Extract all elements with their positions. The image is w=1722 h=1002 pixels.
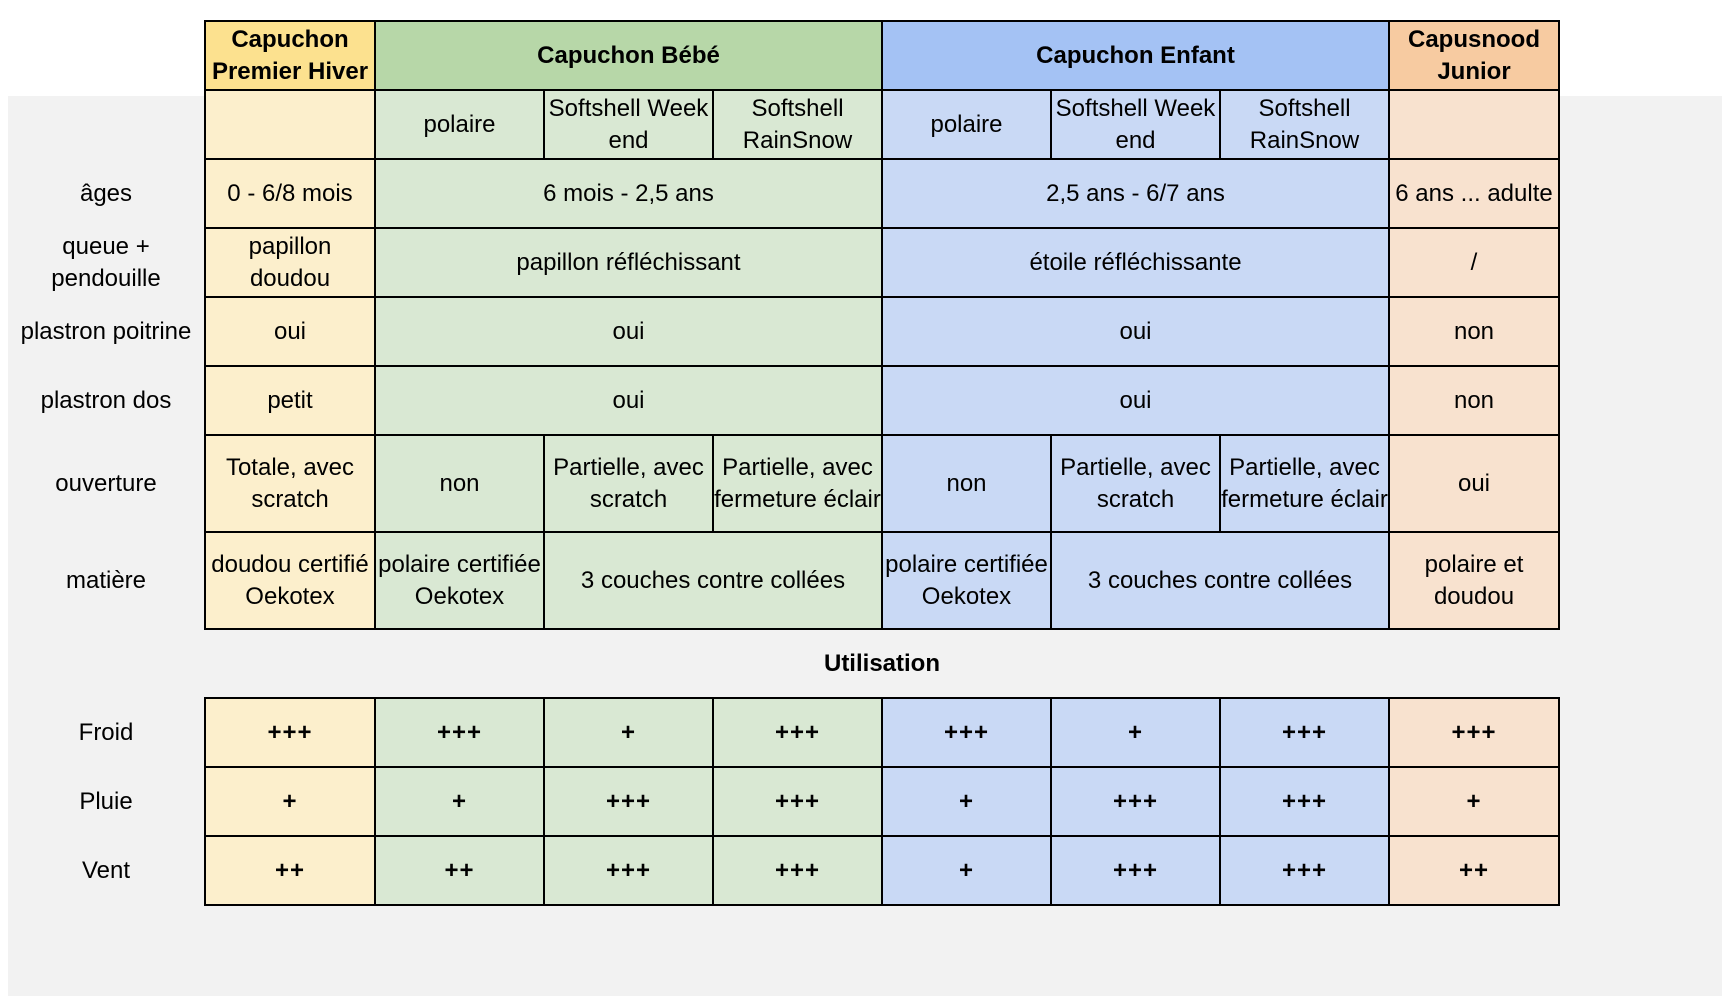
pluie-enfant-weekend: +++ [1051, 767, 1220, 836]
ages-enfant: 2,5 ans - 6/7 ans [882, 159, 1389, 228]
pluie-bebe-rainsnow: +++ [713, 767, 882, 836]
subheader-enfant-polaire: polaire [882, 90, 1051, 159]
vent-bebe-rainsnow: +++ [713, 836, 882, 905]
pluie-premier-hiver: + [205, 767, 375, 836]
ouverture-bebe-weekend: Partielle, avec scratch [544, 435, 713, 532]
header-junior: Capusnood Junior [1389, 21, 1559, 90]
header-premier-hiver: Capuchon Premier Hiver [205, 21, 375, 90]
plastron-poitrine-premier-hiver: oui [205, 297, 375, 366]
matiere-bebe-polaire: polaire certifiée Oekotex [375, 532, 544, 629]
row-label-plastron-dos: plastron dos [40, 386, 172, 414]
vent-junior: ++ [1389, 836, 1559, 905]
header-empty-corner [8, 21, 205, 90]
froid-enfant-weekend: + [1051, 698, 1220, 767]
ages-junior: 6 ans ... adulte [1389, 159, 1559, 228]
matiere-premier-hiver: doudou certifié Oekotex [205, 532, 375, 629]
pluie-junior: + [1389, 767, 1559, 836]
row-label-queue: queue + pendouille [51, 232, 161, 292]
vent-enfant-polaire: + [882, 836, 1051, 905]
froid-enfant-rainsnow: +++ [1220, 698, 1389, 767]
vent-enfant-rainsnow: +++ [1220, 836, 1389, 905]
plastron-poitrine-junior: non [1389, 297, 1559, 366]
matiere-enfant-polaire: polaire certifiée Oekotex [882, 532, 1051, 629]
plastron-dos-junior: non [1389, 366, 1559, 435]
subheader-bebe-polaire: polaire [375, 90, 544, 159]
utilisation-title: Utilisation [823, 649, 940, 677]
plastron-poitrine-enfant: oui [882, 297, 1389, 366]
row-label-pluie: Pluie [79, 787, 133, 815]
froid-bebe-rainsnow: +++ [713, 698, 882, 767]
queue-bebe: papillon réfléchissant [375, 228, 882, 297]
froid-bebe-polaire: +++ [375, 698, 544, 767]
froid-enfant-polaire: +++ [882, 698, 1051, 767]
header-bebe: Capuchon Bébé [375, 21, 882, 90]
vent-bebe-weekend: +++ [544, 836, 713, 905]
plastron-dos-bebe: oui [375, 366, 882, 435]
plastron-dos-enfant: oui [882, 366, 1389, 435]
comparison-table [8, 20, 1560, 906]
pluie-enfant-polaire: + [882, 767, 1051, 836]
ouverture-premier-hiver: Totale, avec scratch [205, 435, 375, 532]
ages-premier-hiver: 0 - 6/8 mois [205, 159, 375, 228]
matiere-junior: polaire et doudou [1389, 532, 1559, 629]
plastron-dos-premier-hiver: petit [205, 366, 375, 435]
ouverture-enfant-rainsnow: Partielle, avec fermeture éclair [1220, 435, 1389, 532]
row-label-ages: âges [79, 179, 133, 207]
header-enfant: Capuchon Enfant [882, 21, 1389, 90]
froid-junior: +++ [1389, 698, 1559, 767]
pluie-bebe-polaire: + [375, 767, 544, 836]
matiere-enfant-softshell: 3 couches contre collées [1051, 532, 1389, 629]
matiere-bebe-softshell: 3 couches contre collées [544, 532, 882, 629]
row-label-vent: Vent [81, 856, 131, 884]
subheader-enfant-weekend: Softshell Week end [1051, 90, 1220, 159]
vent-enfant-weekend: +++ [1051, 836, 1220, 905]
subheader-enfant-rainsnow: Softshell RainSnow [1220, 90, 1389, 159]
ouverture-junior: oui [1389, 435, 1559, 532]
row-label-froid: Froid [78, 718, 134, 746]
subheader-premier-hiver-empty [205, 90, 375, 159]
ages-bebe: 6 mois - 2,5 ans [375, 159, 882, 228]
queue-premier-hiver: papillon doudou [205, 228, 375, 297]
pluie-enfant-rainsnow: +++ [1220, 767, 1389, 836]
row-label-matiere: matière [65, 566, 147, 594]
vent-premier-hiver: ++ [205, 836, 375, 905]
utilisation-empty-label [8, 629, 205, 698]
froid-premier-hiver: +++ [205, 698, 375, 767]
subheader-junior-empty [1389, 90, 1559, 159]
ouverture-enfant-weekend: Partielle, avec scratch [1051, 435, 1220, 532]
froid-bebe-weekend: + [544, 698, 713, 767]
row-label-plastron-poitrine: plastron poitrine [20, 317, 192, 345]
queue-enfant: étoile réfléchissante [882, 228, 1389, 297]
subheader-bebe-rainsnow: Softshell RainSnow [713, 90, 882, 159]
ouverture-bebe-polaire: non [375, 435, 544, 532]
subheader-bebe-weekend: Softshell Week end [544, 90, 713, 159]
plastron-poitrine-bebe: oui [375, 297, 882, 366]
ouverture-bebe-rainsnow: Partielle, avec fermeture éclair [713, 435, 882, 532]
pluie-bebe-weekend: +++ [544, 767, 713, 836]
queue-junior: / [1389, 228, 1559, 297]
vent-bebe-polaire: ++ [375, 836, 544, 905]
row-label-ouverture: ouverture [55, 469, 157, 497]
ouverture-enfant-polaire: non [882, 435, 1051, 532]
subheader-empty-label [8, 90, 205, 159]
